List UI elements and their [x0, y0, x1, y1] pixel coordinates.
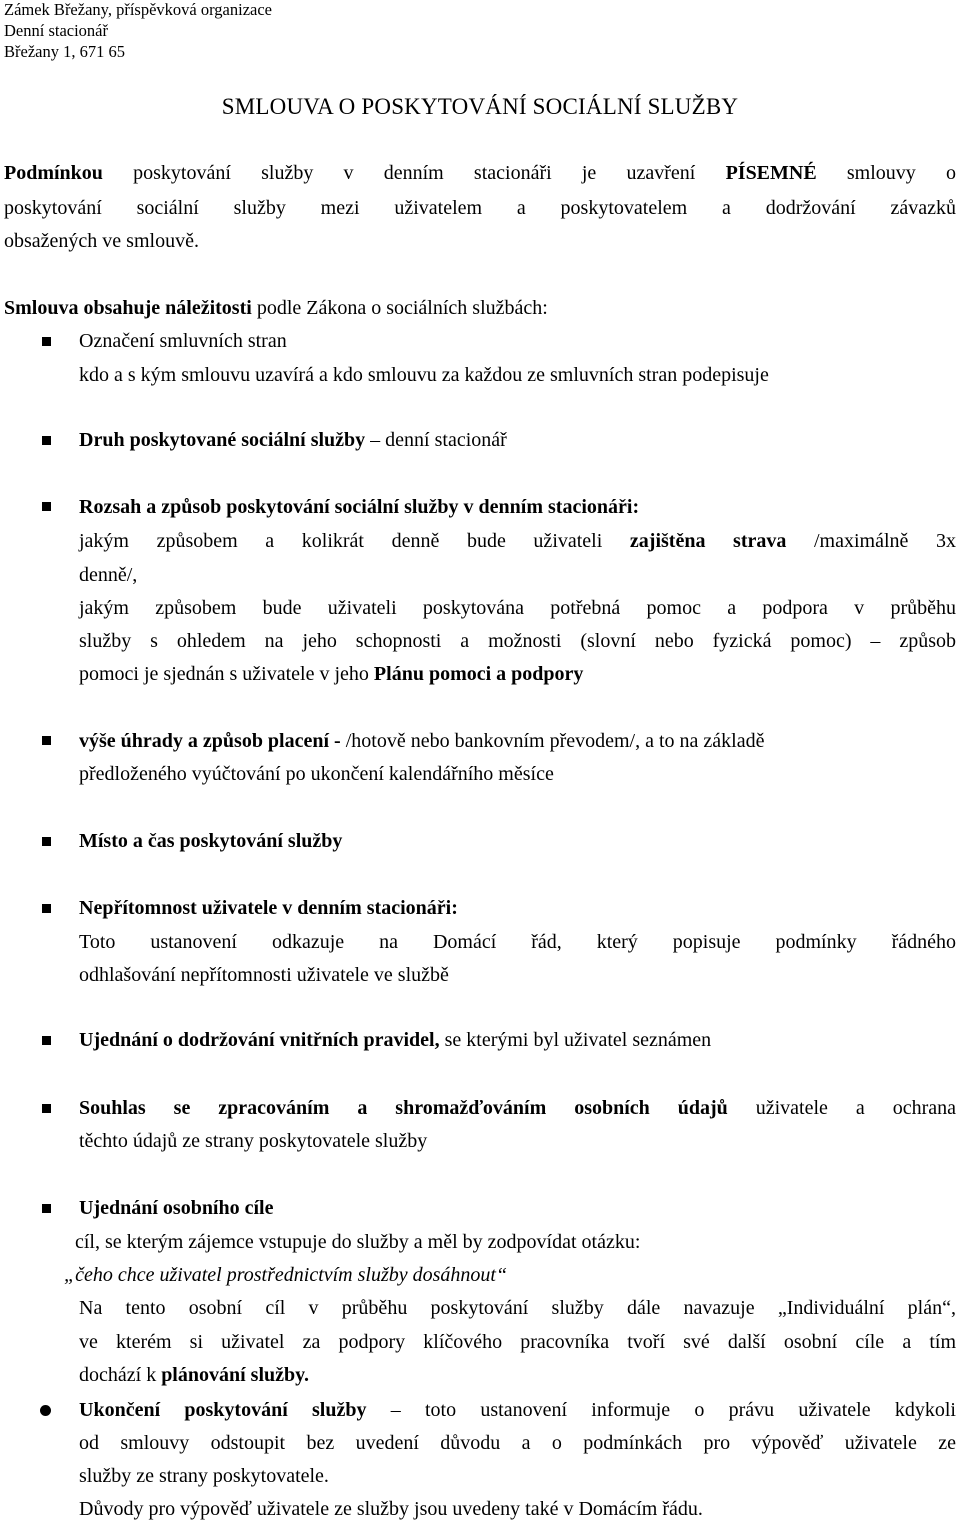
bullet-square — [42, 1204, 51, 1213]
section-text: – toto ustanovení informuje o právu uživatele kdykoli — [366, 1399, 956, 1421]
section-text-line — [79, 1362, 309, 1388]
intro-bold-2: PÍSEMNÉ — [725, 162, 817, 184]
section-bold: Nepřítomnost uživatele v denním stacionáři: — [79, 897, 458, 919]
intro-text-1: poskytování služby v denním stacionáři je uzavření — [102, 162, 726, 184]
section-heading — [79, 1397, 956, 1423]
section-text-line: ve kterém si uživatel za podpory klíčového pracovníka tvoří své další osobní cíle a tím — [79, 1331, 956, 1353]
section-text: /hotově nebo bankovním převodem/, a to na základě — [345, 730, 765, 752]
bullet-square — [42, 837, 51, 846]
organization-name: Zámek Břežany, příspěvková organizace — [4, 0, 273, 19]
section-bold: Rozsah a způsob poskytování sociální služby v denním stacionáři: — [79, 496, 640, 518]
intro-line-1 — [4, 160, 956, 186]
department-name: Denní stacionář — [4, 21, 109, 40]
section-text-line: služby ze strany poskytovatele. — [79, 1465, 329, 1487]
contents-bold: Smlouva obsahuje náležitosti — [4, 297, 252, 319]
section-text-line: předloženého vyúčtování po ukončení kalendářního měsíce — [79, 763, 554, 785]
contents-text: podle Zákona o sociálních službách: — [251, 297, 548, 319]
bullet-square — [42, 337, 51, 346]
bullet-square — [42, 736, 51, 745]
intro-bold-1: Podmínkou — [4, 162, 103, 184]
section-heading — [79, 494, 639, 520]
section-text-line: služby s ohledem na jeho schopnosti a možnosti (slovní nebo fyzická pomoc) – způsob — [79, 630, 956, 652]
section-italic: „čeho chce uživatel prostřednictvím služby dosáhnout“ — [64, 1264, 508, 1286]
section-text: dochází k — [79, 1364, 162, 1386]
section-text-line: Důvody pro výpověď uživatele ze služby jsou uvedeny také v Domácím řádu. — [79, 1498, 703, 1520]
bullet-square — [42, 1036, 51, 1045]
section-heading — [79, 728, 764, 754]
section-bold: zajištěna strava — [629, 530, 787, 552]
organization-address: Břežany 1, 671 65 — [4, 42, 125, 61]
contents-intro — [4, 295, 548, 321]
section-bold: Ujednání o dodržování vnitřních pravidel, — [79, 1029, 440, 1051]
section-bold: výše úhrady a způsob placení - — [79, 730, 346, 752]
section-text-line: Na tento osobní cíl v průběhu poskytování služby dále navazuje „Individuální plán“, — [79, 1297, 956, 1319]
section-text-line — [79, 528, 956, 554]
section-heading — [79, 828, 342, 854]
section-bold: plánování služby. — [161, 1364, 310, 1386]
section-text-line: Toto ustanovení odkazuje na Domácí řád, který popisuje podmínky řádného — [79, 931, 956, 953]
section-heading — [79, 895, 458, 921]
section-heading: Označení smluvních stran — [79, 330, 287, 352]
section-text-line: odhlašování nepřítomnosti uživatele ve službě — [79, 964, 449, 986]
intro-line-2: poskytování sociální služby mezi uživatelem a poskytovatelem a dodržování závazků — [4, 197, 956, 219]
section-text-line: od smlouvy odstoupit bez uvedení důvodu a o podmínkách pro výpověď uživatele ze — [79, 1432, 956, 1454]
section-bold: Místo a čas poskytování služby — [79, 830, 343, 852]
bullet-dot — [40, 1405, 51, 1416]
section-text-line: těchto údajů ze strany poskytovatele služby — [79, 1130, 428, 1152]
bullet-square — [42, 904, 51, 913]
section-heading — [79, 427, 507, 453]
bullet-square — [42, 436, 51, 445]
section-text: /maximálně 3x — [786, 530, 957, 552]
section-heading — [79, 1195, 273, 1221]
section-bold: Ujednání osobního cíle — [79, 1197, 274, 1219]
section-text: se kterými byl uživatel seznámen — [439, 1029, 712, 1051]
section-text-line: cíl, se kterým zájemce vstupuje do služby a měl by zodpovídat otázku: — [75, 1231, 641, 1253]
section-text-line — [79, 661, 583, 687]
section-bold: Plánu pomoci a podpory — [373, 663, 584, 685]
section-bold: Ukončení poskytování služby — [79, 1399, 367, 1421]
section-text: uživatele a ochrana — [727, 1097, 956, 1119]
section-text: kdo a s kým smlouvu uzavírá a kdo smlouvu za každou ze smluvních stran podepisuje — [79, 364, 769, 386]
bullet-square — [42, 1104, 51, 1113]
page-title: SMLOUVA O POSKYTOVÁNÍ SOCIÁLNÍ SLUŽBY — [221, 94, 739, 119]
section-text: jakým způsobem a kolikrát denně bude uživateli — [79, 530, 630, 552]
intro-text-2: smlouvy o — [816, 162, 956, 184]
section-heading — [79, 1027, 711, 1053]
section-text: pomoci je sjednán s uživatele v jeho — [79, 663, 374, 685]
section-bold: Souhlas se zpracováním a shromažďováním osobních údajů — [79, 1097, 728, 1119]
section-text-line: denně/, — [79, 564, 138, 586]
section-quote — [64, 1262, 507, 1288]
bullet-square — [42, 502, 51, 511]
intro-line-3: obsažených ve smlouvě. — [4, 230, 199, 252]
section-text-line: jakým způsobem bude uživateli poskytována potřebná pomoc a podpora v průběhu — [79, 597, 956, 619]
section-heading — [79, 1095, 956, 1121]
section-text: – denní stacionář — [365, 429, 507, 451]
section-bold: Druh poskytované sociální služby — [79, 429, 366, 451]
